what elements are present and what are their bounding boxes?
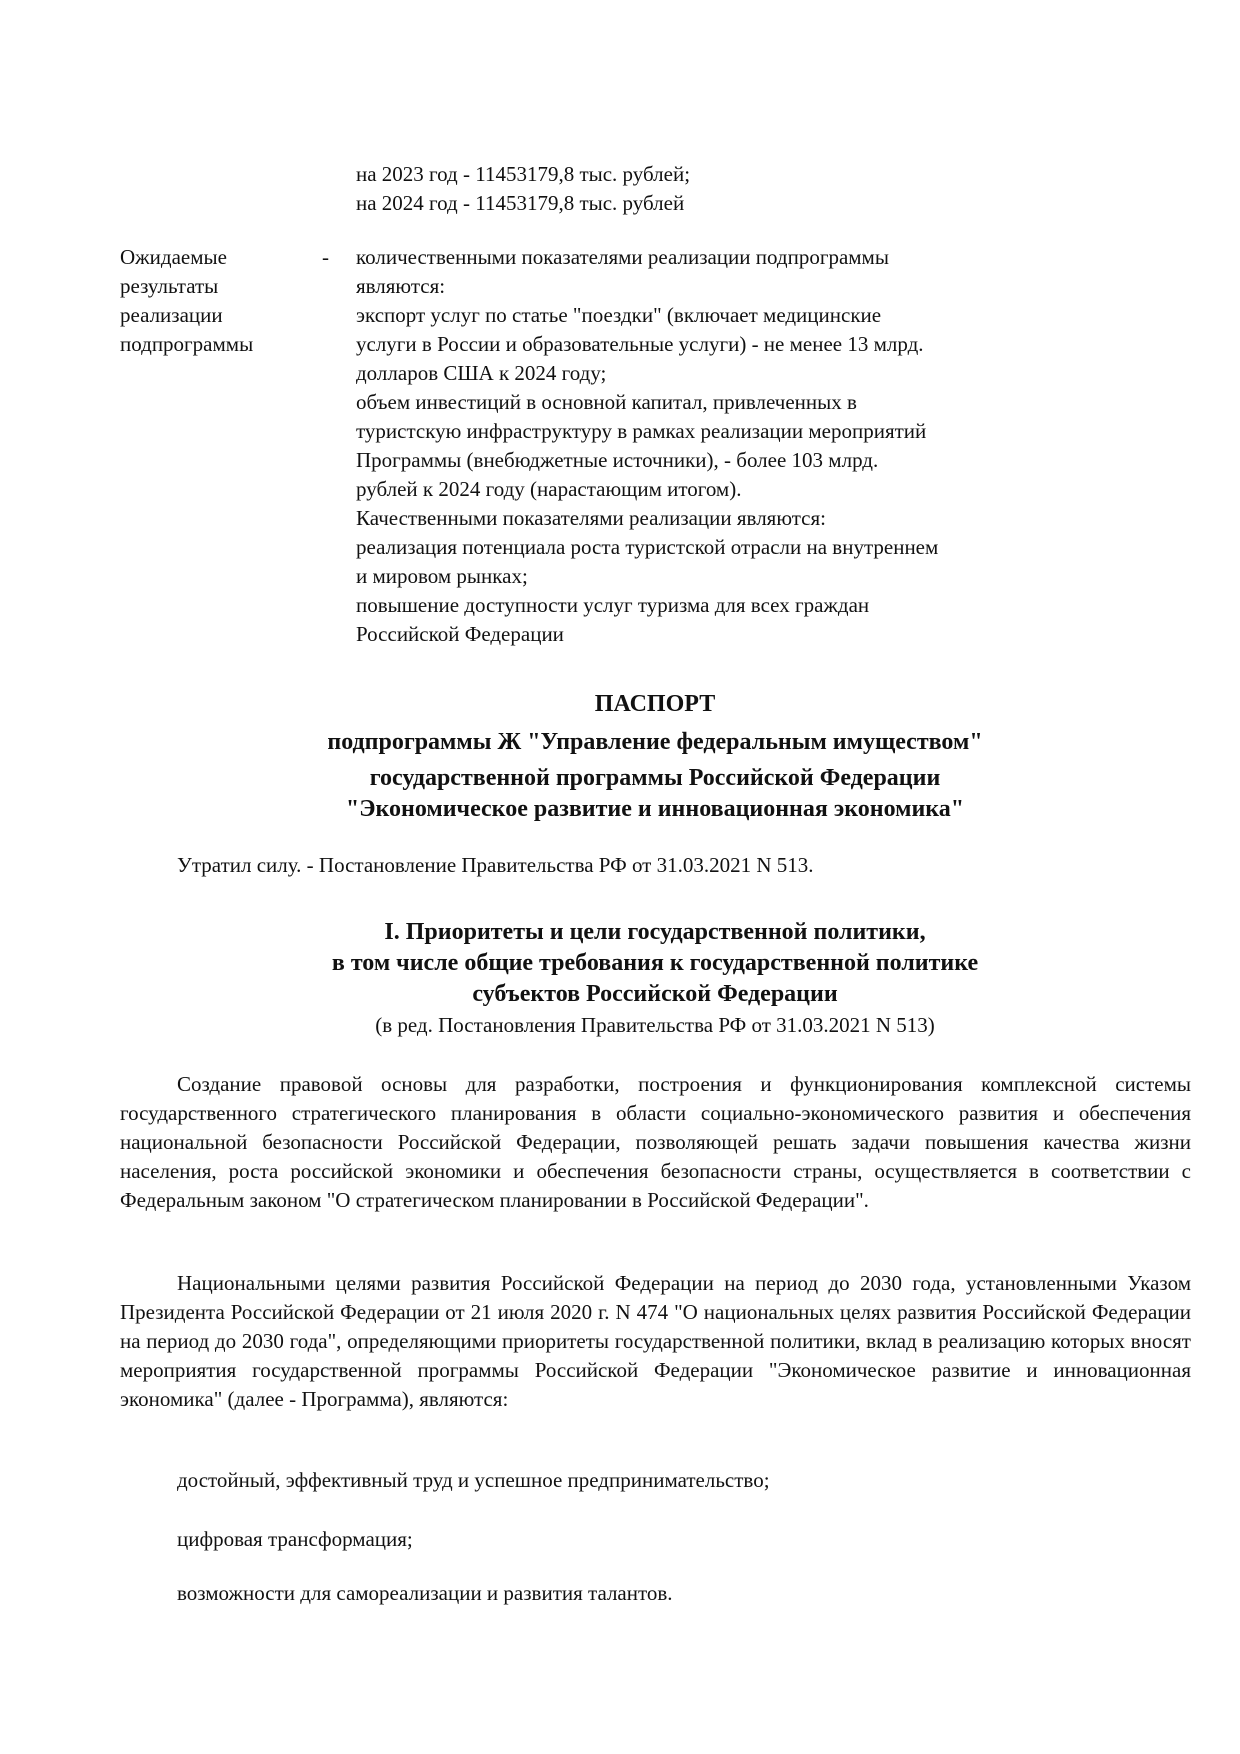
paragraph-2: [120, 1269, 1191, 1414]
row-label: [120, 243, 310, 359]
heading-line: в том числе общие требования к государственной политике: [331, 950, 979, 976]
goal-item: достойный, эффективный труд и успешное предпринимательство;: [177, 1468, 770, 1492]
value-line: услуги в России и образовательные услуги) - не менее 13 млрд.: [356, 332, 924, 356]
repealed-note: Утратил силу. - Постановление Правительства РФ от 31.03.2021 N 513.: [177, 853, 814, 877]
goal-item: цифровая трансформация;: [177, 1527, 413, 1551]
value-line: экспорт услуг по статье "поездки" (включает медицинские: [356, 303, 882, 327]
value-line: количественными показателями реализации подпрограммы: [356, 245, 889, 269]
section-1-heading: [0, 917, 1240, 1040]
value-line: реализация потенциала роста туристской отрасли на внутреннем: [356, 535, 939, 559]
goal-item: возможности для самореализации и развития талантов.: [177, 1581, 673, 1605]
value-line: Российской Федерации: [356, 622, 564, 646]
passport-heading: [0, 688, 1240, 820]
paragraph-1: [120, 1070, 1191, 1215]
value-line: Качественными показателями реализации являются:: [356, 506, 826, 530]
edition-note: (в ред. Постановления Правительства РФ от 31.03.2021 N 513): [375, 1013, 935, 1037]
value-line: рублей к 2024 году (нарастающим итогом).: [356, 477, 742, 501]
heading-line: I. Приоритеты и цели государственной политики,: [384, 919, 926, 945]
label-line: реализации: [120, 303, 223, 327]
value-line: долларов США к 2024 году;: [356, 361, 607, 385]
label-line: подпрограммы: [120, 332, 254, 356]
label-line: Ожидаемые: [120, 245, 227, 269]
heading-line: государственной программы Российской Федерации: [369, 765, 941, 791]
value-line: Программы (внебюджетные источники), - более 103 млрд.: [356, 448, 879, 472]
funding-line-2024: на 2024 год - 11453179,8 тыс. рублей: [356, 191, 685, 215]
heading-line: ПАСПОРТ: [594, 691, 716, 717]
heading-line: подпрограммы Ж "Управление федеральным имуществом": [327, 729, 983, 755]
row-dash: -: [322, 245, 329, 269]
funding-line-2023: на 2023 год - 11453179,8 тыс. рублей;: [356, 162, 691, 186]
paragraph-text: Создание правовой основы для разработки, построения и функционирования комплексной системы государственного стратегического планирования в области социально-экономического развития и обеспечения национальной безопасности Российской Федерации, позволяющей решать задачи повышения качества жизни населения, роста российской экономики и обеспечения безопасности страны, осуществляется в соответствии с Федеральным законом "О стратегическом планировании в Российской Федерации".: [120, 1072, 1191, 1212]
heading-line: "Экономическое развитие и инновационная экономика": [345, 796, 965, 822]
label-line: результаты: [120, 274, 219, 298]
funding-lines: [356, 160, 1076, 218]
row-value: [356, 243, 1076, 649]
heading-line: субъектов Российской Федерации: [472, 981, 838, 1007]
value-line: объем инвестиций в основной капитал, привлеченных в: [356, 390, 857, 414]
value-line: и мировом рынках;: [356, 564, 528, 588]
value-line: являются:: [356, 274, 446, 298]
value-line: туристскую инфраструктуру в рамках реализации мероприятий: [356, 419, 927, 443]
value-line: повышение доступности услуг туризма для всех граждан: [356, 593, 870, 617]
paragraph-text: Национальными целями развития Российской Федерации на период до 2030 года, установленными Указом Президента Российской Федерации от 21 июля 2020 г. N 474 "О национальных целях развития Российской Федерации на период до 2030 года", определяющими приоритеты государственной политики, вклад в реализацию которых вносят мероприятия государственной программы Российской Федерации "Экономическое развитие и инновационная экономика" (далее - Программа), являются:: [120, 1271, 1191, 1411]
